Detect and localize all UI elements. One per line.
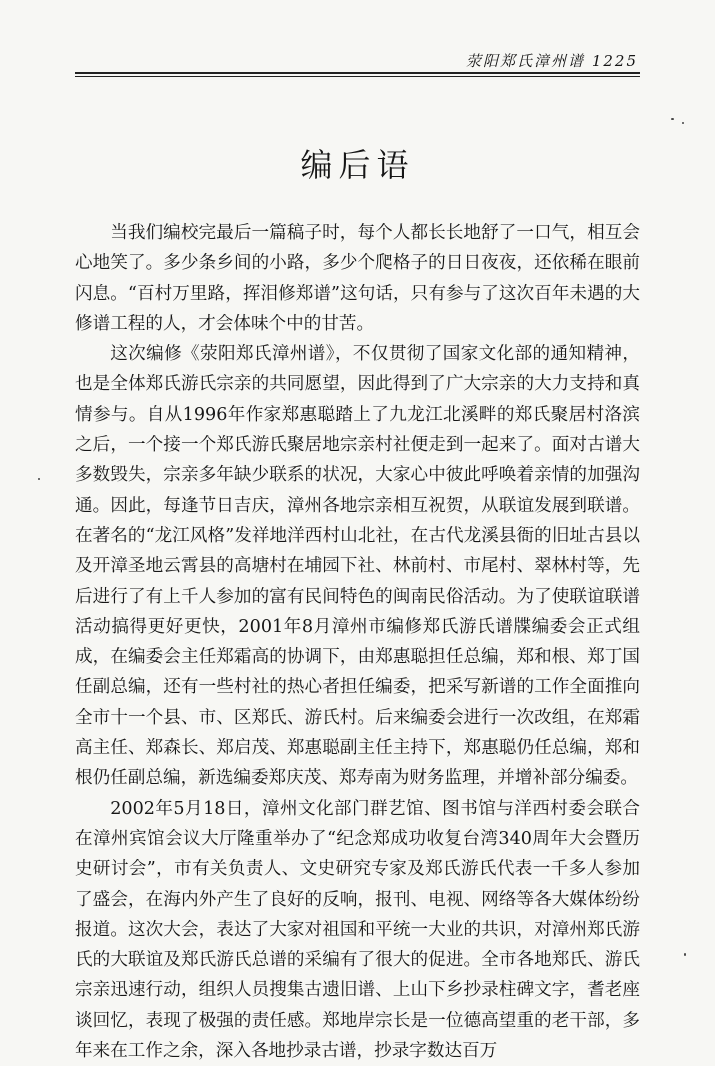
running-header [75,46,640,74]
paragraph-1: 当我们编校完最后一篇稿子时，每个人都长长地舒了一口气，相互会心地笑了。多少条乡间的小路，多少个爬格子的日日夜夜，还依稀在眼前闪息。“百村万里路，挥泪修郑谱”这句话，只有参与了这次百年未遇的大修谱工程的人，才会体味个中的甘苦。 [75,223,640,334]
scan-speck [682,122,684,124]
paragraph-3: 2002年5月18日，漳州文化部门群艺馆、图书馆与洋西村委会联合在漳州宾馆会议大厅隆重举办了“纪念郑成功收复台湾340周年大会暨历史研讨会”，市有关负责人、文史研究专家及郑氏游氏代表一千多人参加了盛会，在海内外产生了良好的反响，报刊、电视、网络等各大媒体纷纷报道。这次大会，表达了大家对祖国和平统一大业的共识，对漳州郑氏游氏的大联谊及郑氏游氏总谱的采编有了很大的促进。全市各地郑氏、游氏宗亲迅速行动，组织人员搜集古遗旧谱、上山下乡抄录柱碑文字，耆老座谈回忆，表现了极强的责任感。郑地岸宗长是一位德高望重的老干部，多年来在工作之余，深入各地抄录古谱，抄录字数达百万 [75,798,640,1062]
body-text [75,218,640,1066]
header-rule [75,72,640,74]
scan-speck [684,953,686,956]
paragraph-2: 这次编修《荥阳郑氏漳州谱》，不仅贯彻了国家文化部的通知精神，也是全体郑氏游氏宗亲的共同愿望，因此得到了广大宗亲的大力支持和真情参与。自从1996年作家郑惠聪踏上了九龙江北溪畔的郑氏聚居村洛滨之后，一个接一个郑氏游氏聚居地宗亲村社便走到一起来了。面对古谱大多数毁失，宗亲多年缺少联系的状况，大家心中彼此呼唤着亲情的加强沟通。因此，每逢节日吉庆，漳州各地宗亲相互祝贺，从联谊发展到联谱。在著名的“龙江风格”发祥地洋西村山北社，在古代龙溪县衙的旧址古县以及开漳圣地云霄县的高塘村在埔园下社、林前村、市尾村、翠林村等，先后进行了有上千人参加的富有民间特色的闽南民俗活动。为了使联谊联谱活动搞得更好更快，2001年8月漳州市编修郑氏游氏谱牒编委会正式组成，在编委会主任郑霜高的协调下，由郑惠聪担任总编，郑和根、郑丁国任副总编，还有一些村社的热心者担任编委，把采写新谱的工作全面推向全市十一个县、市、区郑氏、游氏村。后来编委会进行一次改组，在郑霜高主任、郑森长、郑启茂、郑惠聪副主任主持下，郑惠聪仍任总编，郑和根仍任副总编，新选编委郑庆茂、郑寿南为财务监理，并增补部分编委。 [75,344,640,789]
scan-speck [671,118,674,120]
scan-speck [38,478,40,480]
header-rule-thin [75,76,640,77]
running-title: 荥阳郑氏漳州谱 1225 [466,52,638,70]
page-title: 编后语 [300,146,415,184]
